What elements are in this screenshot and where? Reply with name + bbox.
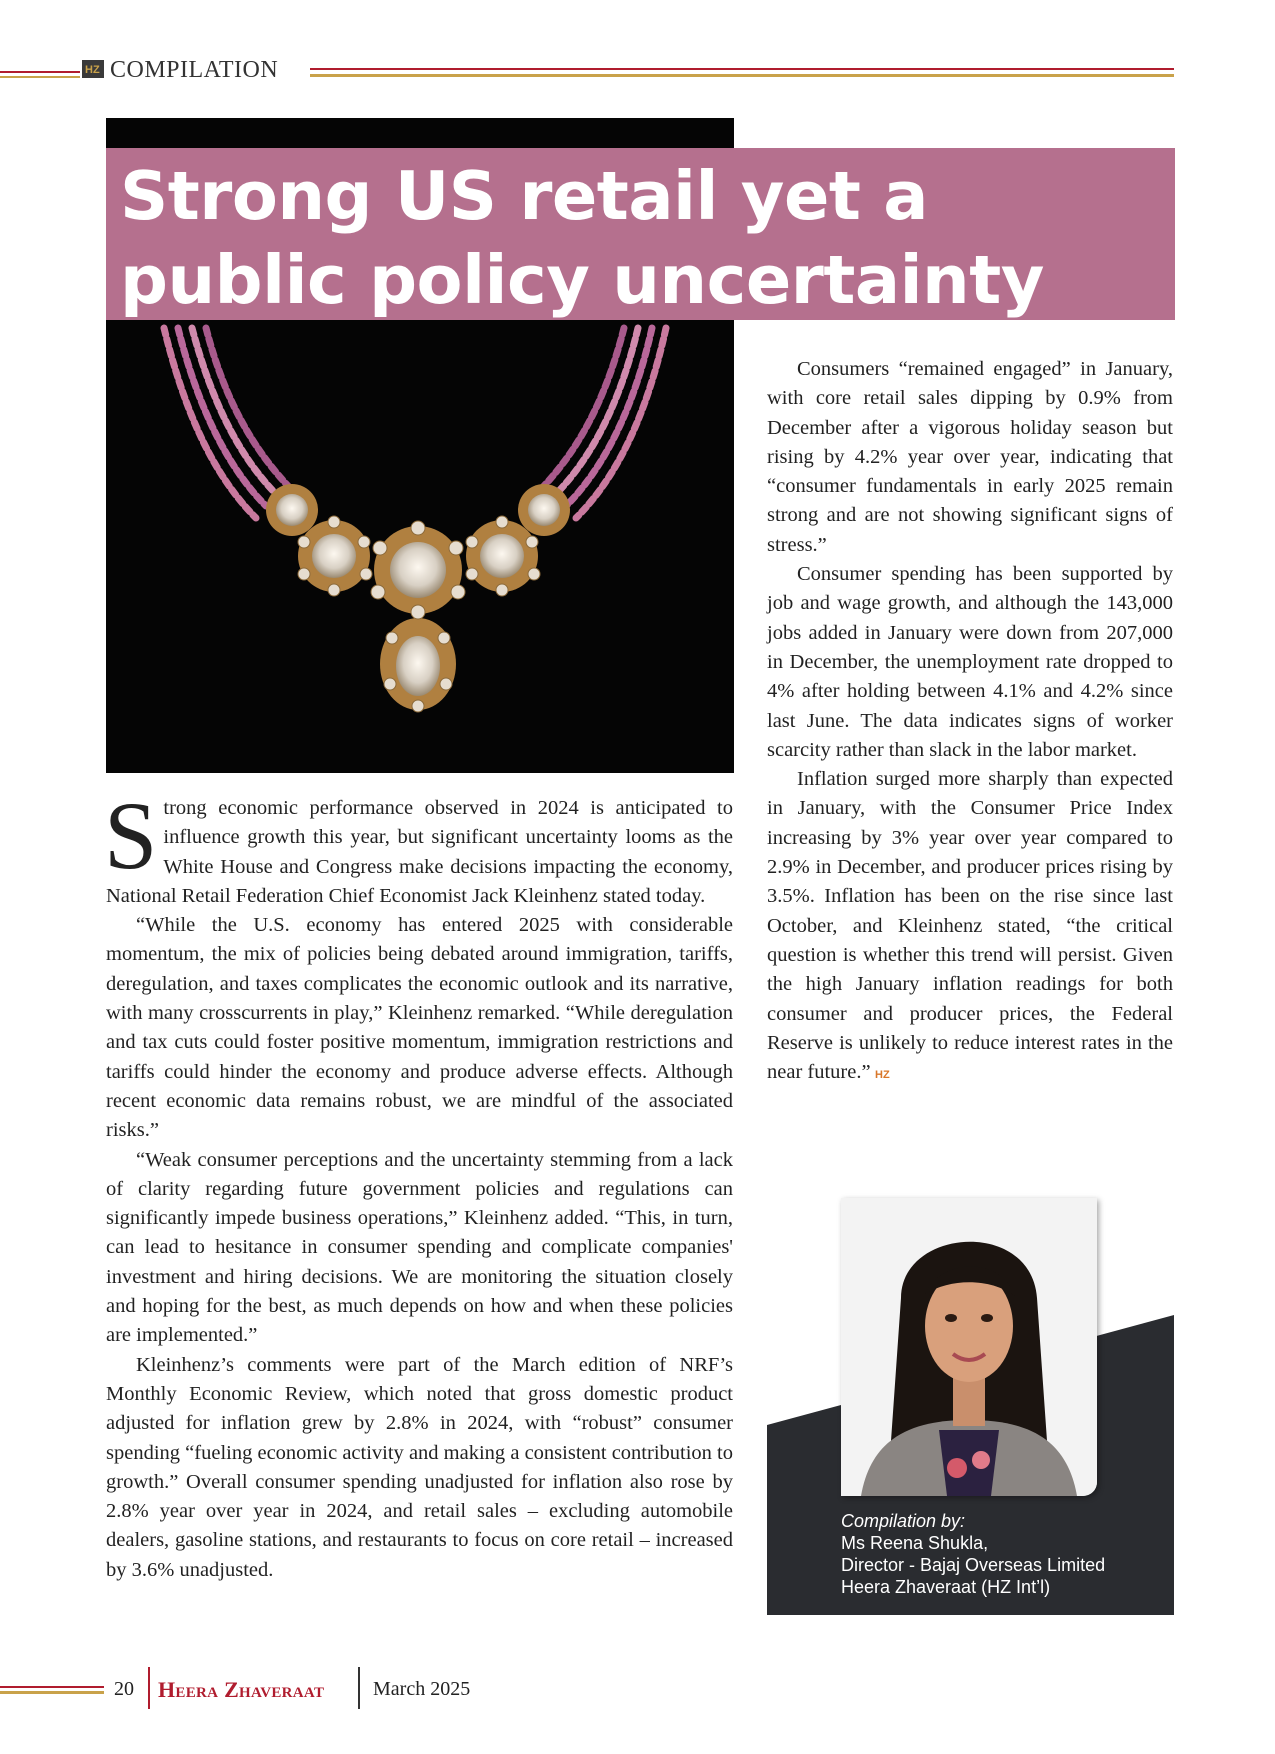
drop-cap: S xyxy=(104,782,158,889)
author-label: Compilation by: xyxy=(841,1511,966,1531)
section-label: COMPILATION xyxy=(110,57,279,83)
hz-logo-icon xyxy=(82,60,104,78)
author-name: Ms Reena Shukla, xyxy=(841,1533,989,1553)
author-org: Heera Zhaveraat (HZ Int’l) xyxy=(841,1577,1051,1597)
svg-text:HZ: HZ xyxy=(874,1069,890,1080)
article-body-left xyxy=(104,782,733,1585)
header-rule-left xyxy=(0,71,80,78)
magazine-name: Heera Zhaveraat xyxy=(158,1677,325,1702)
footer-divider xyxy=(148,1667,150,1709)
body-paragraph: “Weak consumer perceptions and the uncertainty stemming from a lack of clarity regarding future government policies and regulations can significantly impede business operations,” Kleinhenz added. “This, in turn, can lead to hesitance in consumer spending and complicate companies' investment and hiring decisions. We are monitoring the situation closely and hoping for the best, as much depends on how and when these policies are implemented.” xyxy=(106,1148,733,1347)
body-paragraph: Consumers “remained engaged” in January, with core retail sales dipping by 0.9% from December after a vigorous holiday season but rising by 4.2% year over year, indicating that “consumer fundamentals in early 2025 remain strong and are not showing significant signs of stress.” xyxy=(767,358,1173,556)
footer-rule xyxy=(0,1686,104,1694)
title-line-1: Strong US retail yet a xyxy=(120,157,928,235)
body-paragraph: Strong economic performance observed in 2024 is anticipated to influence growth this year, but significant uncertainty looms as the White House and Congress make decisions impacting the economy, National Retail Federation Chief Economist Jack Kleinhenz stated today. xyxy=(104,782,733,907)
body-paragraph: Inflation surged more sharply than expected in January, with the Consumer Price Index increasing by 3% year over year compared to 2.9% in December, and producer prices rising by 3.5%. Inflation has been on the rise since last October, and Kleinhenz stated, “the critical question is whether this trend will persist. Given the high January inflation readings for both consumer and producer prices, the Federal Reserve is unlikely to reduce interest rates in the near future.” HZ xyxy=(767,768,1173,1084)
body-paragraph: Kleinhenz’s comments were part of the March edition of NRF’s Monthly Economic Review, which noted that gross domestic product adjusted for inflation grew by 2.8% in 2024, with “robust” consumer spending “fueling economic activity and making a consistent contribution to growth.” Overall consumer spending unadjusted for inflation also rose by 2.8% year over year in 2024, and retail sales – excluding automobile dealers, gasoline stations, and restaurants to focus on core retail – increased by 3.6% unadjusted. xyxy=(106,1353,733,1581)
body-paragraph: Consumer spending has been supported by job and wage growth, and although the 143,000 jobs added in January were down from 207,000 in December, the unemployment rate dropped to 4% after holding between 4.1% and 4.2% since last June. The data indicates signs of worker scarcity rather than slack in the labor market. xyxy=(767,563,1173,761)
page-number: 20 xyxy=(114,1678,134,1700)
body-paragraph: “While the U.S. economy has entered 2025 with considerable momentum, the mix of policies being debated around immigration, tariffs, deregulation, and taxes complicates the economic outlook and its narrative, with many crosscurrents in play,” Kleinhenz remarked. “While deregulation and tax cuts could foster positive momentum, immigration restrictions and tariffs could hinder the economy and produce adverse effects. Although recent economic data remains robust, we are mindful of the associated risks.” xyxy=(106,914,733,1142)
author-portrait xyxy=(841,1198,1097,1496)
hz-end-mark-icon xyxy=(875,1067,891,1079)
article-title xyxy=(120,154,1160,322)
svg-text:HZ: HZ xyxy=(85,64,100,76)
header-rule-right xyxy=(310,68,1174,77)
footer-divider xyxy=(358,1667,360,1709)
author-role: Director - Bajaj Overseas Limited xyxy=(841,1555,1106,1575)
issue-date: March 2025 xyxy=(373,1678,471,1700)
title-line-2: public policy uncertainty xyxy=(120,241,1044,319)
author-caption xyxy=(841,1510,1105,1598)
article-body-right xyxy=(767,355,1173,1087)
